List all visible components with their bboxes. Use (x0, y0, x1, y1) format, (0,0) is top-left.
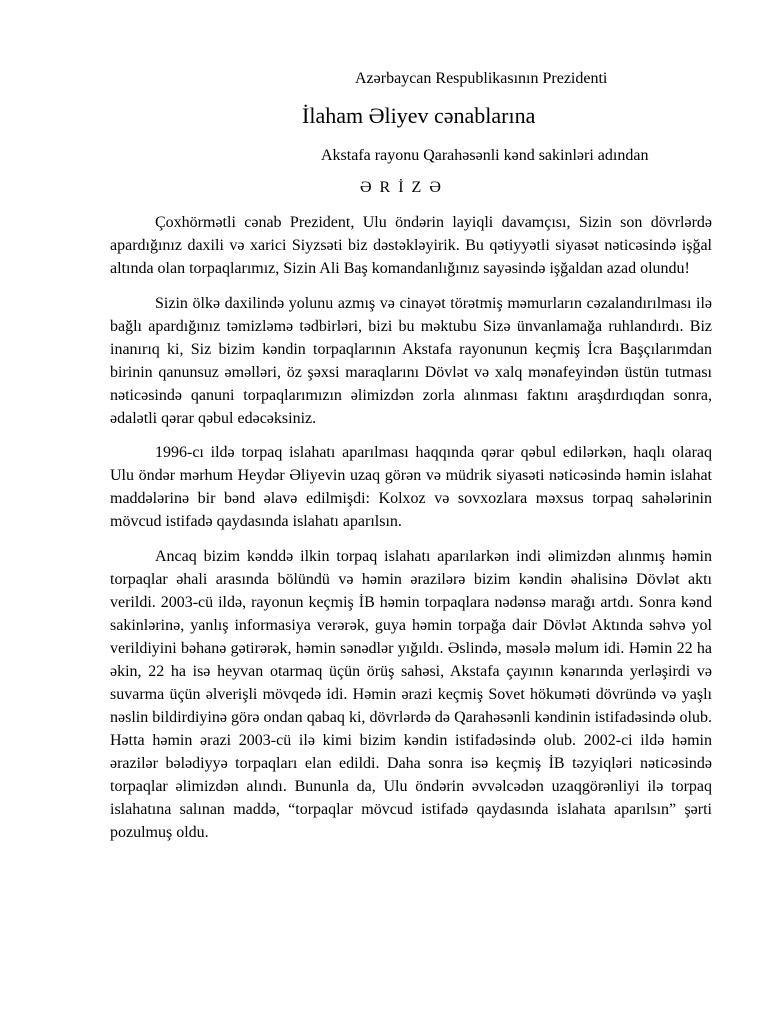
paragraph: Sizin ölkə daxilində yolunu azmış və cinayət törətmiş məmurların cəzalandırılması ilə bağlı apardığınız təmizləmə tədbirləri, bizi bu məktubu Sizə ünvanlamağa ruhlandırdı. Biz inanırıq ki, Siz bizim kəndin torpaqlarının Akstafa rayonunun keçmiş İcra Başçılarımdan birinin qanunsuz əməlləri, öz şəxsi maraqlarını Dövlət və xalq mənafeyindən üstün tutması nəticəsində qanuni torpaqlarımızın əlimizdən zorla alınması faktını araşdırdıqdan sonra, ədalətli qərar qəbul edəcəksiniz. (110, 294, 712, 427)
paragraph: 1996-cı ildə torpaq islahatı aparılması haqqında qərar qəbul edilərkən, haqlı olaraq Ulu öndər mərhum Heydər Əliyevin uzaq görən və müdrik siyasəti nəticəsində həmin islahat maddələrinə bir bənd əlavə edilmişdi: Kolxoz və sovxozlara məxsus torpaq sahələrinin mövcud istifadə qaydasında islahatı aparılsın. (110, 444, 712, 530)
addressee-title: Azərbaycan Respublikasının Prezidenti (355, 70, 608, 87)
document-title: Ə R İ Z Ə (360, 179, 443, 196)
paragraph: Ancaq bizim kənddə ilkin torpaq islahatı aparılarkən indi əlimizdən alınmış həmin torpaqlar əhali arasında bölündü və həmin ərazilərə bizim kəndin əhalisinə Dövlət aktı verildi. 2003-cü ildə, rayonun keçmiş İB həmin torpaqlara nədənsə marağı artdı. Sonra kənd sakinlərinə, yanlış informasiya verərək, guya həmin torpağa dair Dövlət Aktında səhvə yol verildiyini bəhanə gətirərək, həmin sənədlər yığıldı. Əslində, məsələ məlum idi. Həmin 22 ha əkin, 22 ha isə heyvan otarmaq üçün örüş sahəsi, Akstafa çayının kənarında yerləşirdi və suvarma üçün əlverişli mövqedə idi. Həmin ərazi keçmiş Sovet hökuməti dövründə və yaşlı nəslin bildirdiyinə görə ondan qabaq ki, dövrlərdə də Qarahəsənli kəndinin istifadəsində olub. Hətta həmin ərazi 2003-cü ilə kimi bizim kəndin istifadəsində olub. 2002-ci ildə həmin ərazilər bələdiyyə torpaqları elan edildi. Daha sonra isə keçmiş İB təzyiqləri nəticəsində torpaqlar əlimizdən alındı. Bununla da, Ulu öndərin əvvəlcədən uzaqgörənliyi ilə torpaq islahatına salınan maddə, “torpaqlar mövcud istifadə qaydasında islahata aparılsın” şərti pozulmuş oldu. (110, 547, 712, 841)
addressee-name: İlaham Əliyev cənablarına (302, 103, 536, 128)
sender-line: Akstafa rayonu Qarahəsənli kənd sakinləri adından (321, 147, 649, 164)
paragraph: Çoxhörmətli cənab Prezident, Ulu öndərin layiqli davamçısı, Sizin son dövrlərdə apardığınız daxili və xarici Siyzsəti biz dəstəkləyirik. Bu qətiyyətli siyasət nəticəsində işğal altında olan torpaqlarımız, Sizin Ali Baş komandanlığınız sayəsində işğaldan azad olundu! (110, 214, 712, 277)
letter-body (110, 211, 712, 855)
